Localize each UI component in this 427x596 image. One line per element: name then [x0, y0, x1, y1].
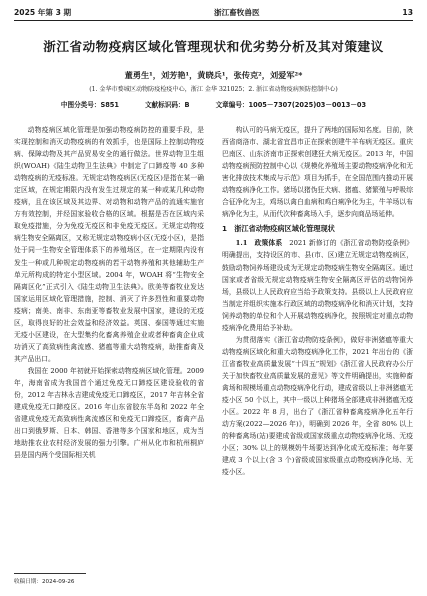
journal-name: 浙江畜牧兽医: [214, 7, 260, 17]
header-divider: [14, 20, 413, 21]
left-column: [14, 124, 204, 461]
footnote-divider: [14, 573, 86, 574]
page-number: 13: [402, 7, 413, 17]
body-paragraph: 构认可的马病无疫区，提升了两地的国际知名度。目前，陕西省商洛市、湖北省宜昌市正在探索创建牛羊布病无疫区。重庆巴南区、山东济南市正探索创建狂犬病无疫区。2013 年，中国动物疫病预防控制中心以《规模化养殖场主要动物疫病净化和无害化排放技术集成与示范》项目为抓手，在全国范围内推动开展动物疫病净化工作。猪场以猪伪狂犬病、猪瘟、猪繁殖与呼吸综合征净化为主，鸡场以禽白血病和鸡白痢净化为主，牛羊场以布病净化为主，从而代次种畜禽场入手，逐步向商品场延伸。: [222, 126, 413, 219]
body-paragraph: 为贯彻落实《浙江省动物防疫条例》，做好非洲猪瘟等重大动物疫病区域化和重大动物疫病净化工作，2021 年出台的《浙江省畜牧业高质量发展“十四五”规划》《浙江省人民政府办公厅关于加快畜牧业高质量发展的意见》等文件明确提出，实施种畜禽场和规模场重点动物疫病净化行动，建成省级以上非洲猪瘟无疫小区 50 个以上，其中一级以上种猪场全部建成非洲猪瘟无疫小区。2022 年 8 月，出台了《浙江省种畜禽疫病净化五年行动方案(2022—2026 年)》，明确到 2026 年，全省 80% 以上的种畜禽场(站)要建成省级或国家级重点动物疫病净化场、无疫小区；30% 以上的规模奶牛场要达到净化或无疫标准；每年要建成 3 个以上(含 3 个)省级或国家级重点动物疫病净化场、无疫小区。: [222, 335, 413, 477]
classification-info: [14, 99, 413, 109]
subsection-label: 1.1 政策体系: [235, 239, 283, 248]
section-heading: 1 浙江省动物疫病区域化管理现状: [222, 224, 335, 234]
running-header: [14, 5, 413, 19]
right-column: [222, 124, 413, 478]
clc-number: 中图分类号：S851: [60, 101, 119, 109]
author-list: 董勇生¹，刘芳艳¹，黄晓兵¹，张传克²，刘爱军²*: [124, 70, 303, 80]
body-paragraph: 动物疫病区域化管理是加强动物疫病防控的重要手段，是实现控制和消灭动物疫病的有效抓手，也是国际上控制动物疫病、保障动物及其产品贸易安全的通行做法。世界动物卫生组织(WOAH)《陆生动物卫生法典》中制定了口蹄疫等 40 多种动物疫病的无疫标准。无规定动物疫病区(无疫区)是指在某一确定区域，在规定期限内没有发生过规定的某一种或某几种动物疫病，且在该区域及其边界、对动物和动物产品的流通实施官方有效控制，并经国家验收合格的区域。根据是否在区域内采取免疫措施，分为免疫无疫区和非免疫无疫区。无规定动物疫病生物安全隔离区，又称无规定动物疫病小区(无疫小区)，是指处于同一生物安全管理体系下的养殖场区，在一定期限内没有发生一种或几种规定动物疫病的若干动物养殖和其他辅助生产单元所构成的特定小型区域。2004 年，WOAH 将“生物安全隔离区化”正式引入《陆生动物卫生法典》。欧美等畜牧业发达国家运用区域化管理措施，控制、消灭了许多烈性和重要动物疫病；南美、南非、东南亚等畜牧业发展中国家，建设的无疫区，取得良好的社会效益和经济效益。英国、泰国等通过实施无疫小区建设，在大型集约化畜禽养殖企业或者种畜禽企业成功消灭了高致病性禽流感、猪瘟等重大动物疫病，助推畜禽及其产品出口。: [14, 126, 204, 363]
body-paragraph: 我国在 2000 年初就开始探索动物疫病区域化管理。2009 年，海南省成为我国首个通过免疫无口蹄疫区建设验收的省份，2012 年吉林永吉建成免疫无口蹄疫区，2017 年吉林全省建成免疫无口蹄疫区。2016 年山东省胶东半岛和 2022 年全省建成免疫无高致病性禽流感区和免疫无口蹄疫区，畜禽产品出口到俄罗斯、日本、韩国、香港等多个国家和地区，成为当地助推农业农村经济发展的强力引擎。广州从化市和杭州桐庐县是国内两个受国际相关机: [14, 366, 204, 460]
document-code: 文献标识码：B: [144, 101, 190, 109]
article-number: 文章编号：1005－7307(2025)03－0013－03: [215, 101, 367, 109]
article-title: 浙江省动物疫病区域化管理现状和优劣势分析及其对策建议: [43, 39, 384, 54]
issue-label: 2025 年第 3 期: [14, 7, 72, 17]
subsection-text: 2021 新修订的《浙江省动物防疫条例》明确提出，支持设区的市、县(市、区)建立无规定动物疫病区，鼓励动物饲养场建设成为无规定动物疫病生物安全隔离区。通过国家或者省级无规定动物疫病生物安全隔离区评估的动物饲养场，县级以上人民政府应当给予政策支持。县级以上人民政府应当制定并组织实施本行政区域的动物疫病净化和消灭计划，支持饲养动物的单位和个人开展动物疫病净化，按照规定对重点动物疫病净化费用给予补助。: [222, 239, 413, 332]
affiliation: (1. 金华市婺城区动物防疫检疫中心，浙江 金华 321025；2. 浙江省动物疫病预防控制中心): [89, 86, 338, 93]
subsection-paragraph: [222, 237, 413, 333]
received-date: 收稿日期：2024-09-26: [14, 579, 75, 585]
